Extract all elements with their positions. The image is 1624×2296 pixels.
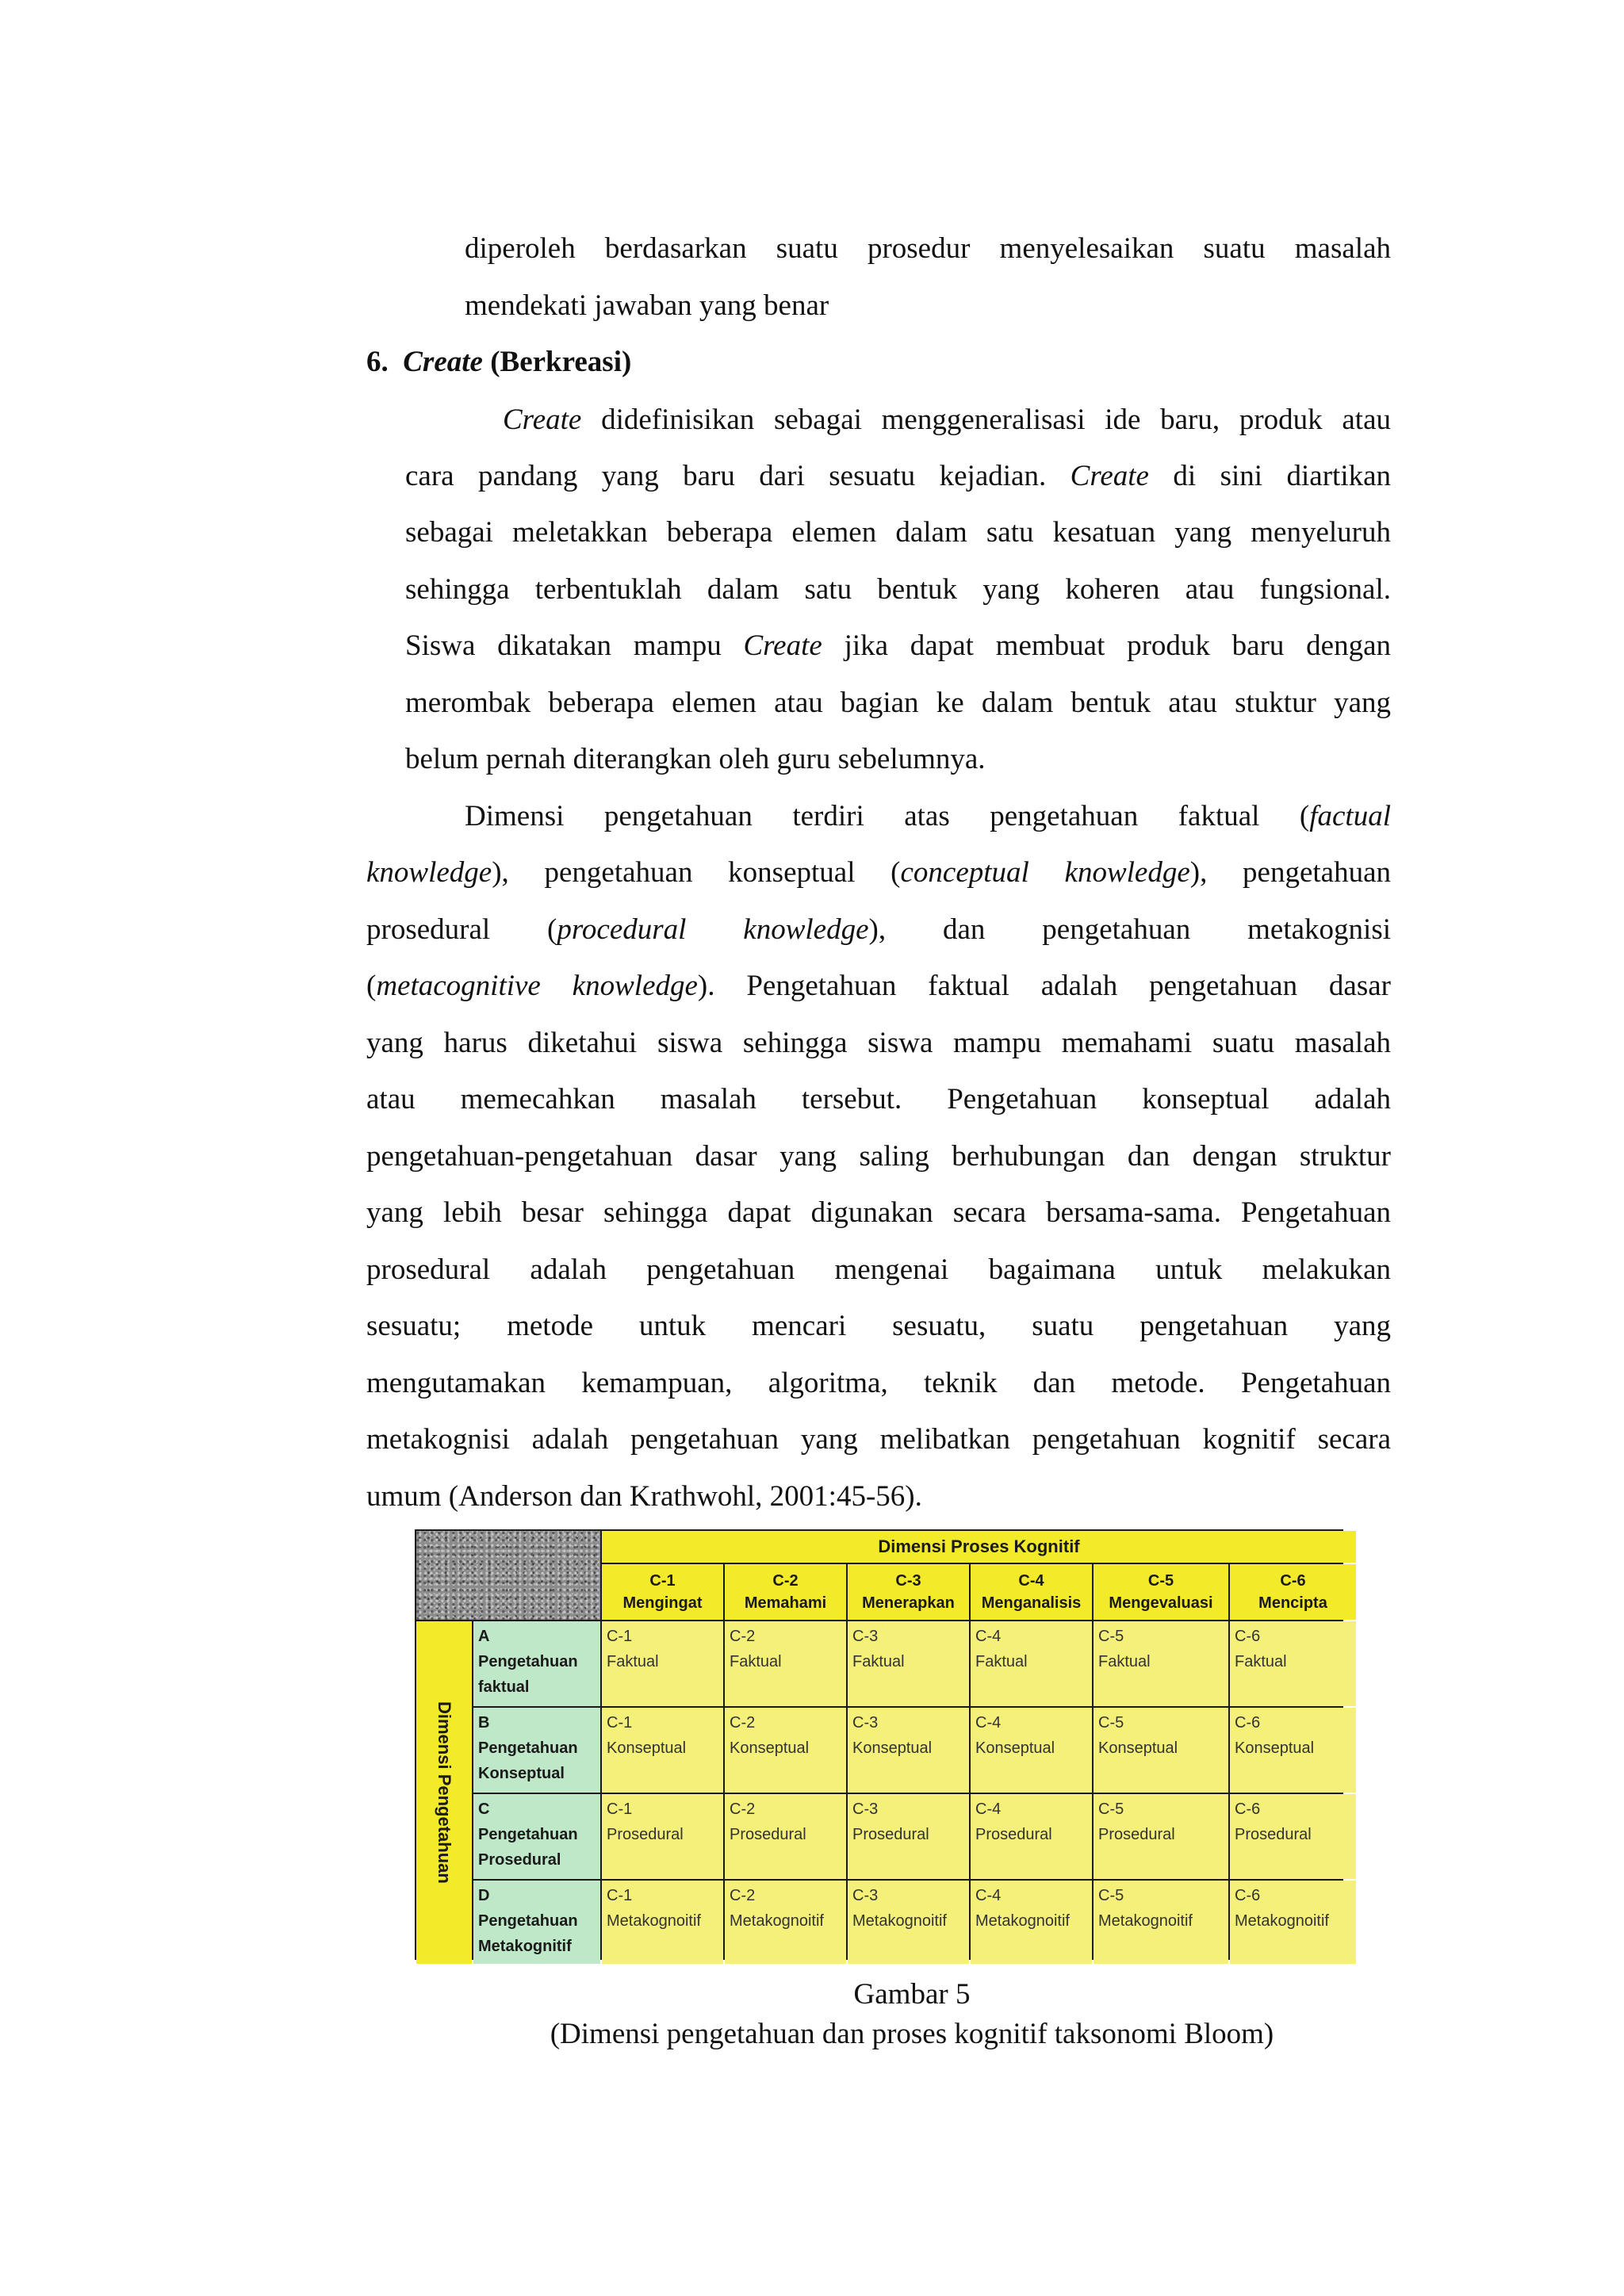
table-cell: C-5 Konseptual xyxy=(1094,1708,1228,1793)
table-cell: C-1 Konseptual xyxy=(602,1708,723,1793)
column-header-c3: C-3 Menerapkan xyxy=(848,1564,969,1620)
create-paragraph-line-3: sebagai meletakkan beberapa elemen dalam satu kesatuan yang menyeluruh xyxy=(405,516,1391,549)
knowledge-paragraph-line-10: sesuatu; metode untuk mencari sesuatu, suatu pengetahuan yang xyxy=(366,1310,1391,1342)
text-line-2: mendekati jawaban yang benar xyxy=(465,289,829,322)
process-dimension-header: Dimensi Proses Kognitif xyxy=(602,1531,1356,1563)
table-cell: C-4 Metakognoitif xyxy=(971,1881,1092,1964)
column-header-c5: C-5 Mengevaluasi xyxy=(1094,1564,1228,1620)
knowledge-paragraph-line-9: prosedural adalah pengetahuan mengenai bagaimana untuk melakukan xyxy=(366,1253,1391,1286)
knowledge-paragraph-line-12: metakognisi adalah pengetahuan yang melibatkan pengetahuan kognitif secara xyxy=(366,1423,1391,1456)
knowledge-dimension-side-label: Dimensi Pengetahuan xyxy=(416,1621,472,1964)
figure-corner-texture xyxy=(416,1531,600,1620)
knowledge-paragraph-line-11: mengutamakan kemampuan, algoritma, teknik dan metode. Pengetahuan xyxy=(366,1367,1391,1399)
table-cell: C-3 Prosedural xyxy=(848,1794,969,1879)
column-header-c1: C-1 Mengingat xyxy=(602,1564,723,1620)
table-cell: C-4 Konseptual xyxy=(971,1708,1092,1793)
create-paragraph-line-4: sehingga terbentuklah dalam satu bentuk yang koheren atau fungsional. xyxy=(405,573,1391,606)
row-header-b: B Pengetahuan Konseptual xyxy=(473,1708,600,1793)
table-cell: C-3 Konseptual xyxy=(848,1708,969,1793)
table-cell: C-3 Faktual xyxy=(848,1621,969,1706)
table-cell: C-2 Konseptual xyxy=(725,1708,846,1793)
table-cell: C-6 Konseptual xyxy=(1230,1708,1356,1793)
table-cell: C-5 Prosedural xyxy=(1094,1794,1228,1879)
section-heading-create: 6. Create (Berkreasi) xyxy=(366,346,632,378)
table-cell: C-1 Prosedural xyxy=(602,1794,723,1879)
row-header-c: C Pengetahuan Prosedural xyxy=(473,1794,600,1879)
knowledge-paragraph-line-5: yang harus diketahui siswa sehingga siswa mampu memahami suatu masalah xyxy=(366,1027,1391,1059)
table-cell: C-5 Metakognoitif xyxy=(1094,1881,1228,1964)
knowledge-paragraph-line-1: Dimensi pengetahuan terdiri atas pengetahuan faktual (factual xyxy=(465,800,1391,832)
table-cell: C-2 Faktual xyxy=(725,1621,846,1706)
create-paragraph-line-2: cara pandang yang baru dari sesuatu kejadian. Create di sini diartikan xyxy=(405,460,1392,492)
knowledge-paragraph-line-6: atau memecahkan masalah tersebut. Pengetahuan konseptual adalah xyxy=(366,1083,1391,1115)
knowledge-paragraph-line-13: umum (Anderson dan Krathwohl, 2001:45-56). xyxy=(366,1480,922,1513)
knowledge-paragraph-line-2: knowledge), pengetahuan konseptual (conceptual knowledge), pengetahuan xyxy=(366,856,1391,889)
create-paragraph-line-1: Create didefinisikan sebagai menggeneralisasi ide baru, produk atau xyxy=(503,404,1391,436)
row-header-a: A Pengetahuan faktual xyxy=(473,1621,600,1706)
create-paragraph-line-6: merombak beberapa elemen atau bagian ke dalam bentuk atau stuktur yang xyxy=(405,687,1391,719)
table-cell: C-6 Faktual xyxy=(1230,1621,1356,1706)
column-header-c2: C-2 Memahami xyxy=(725,1564,846,1620)
figure-caption-title: Gambar 5 xyxy=(853,1978,971,2011)
column-header-c6: C-6 Mencipta xyxy=(1230,1564,1356,1620)
text-line-1: diperoleh berdasarkan suatu prosedur menyelesaikan suatu masalah xyxy=(465,232,1391,265)
create-paragraph-line-7: belum pernah diterangkan oleh guru sebelumnya. xyxy=(405,743,986,775)
create-paragraph-line-5: Siswa dikatakan mampu Create jika dapat membuat produk baru dengan xyxy=(405,629,1392,662)
knowledge-paragraph-line-3: prosedural (procedural knowledge), dan pengetahuan metakognisi xyxy=(366,913,1391,946)
table-cell: C-4 Prosedural xyxy=(971,1794,1092,1879)
figure-caption-subtitle: (Dimensi pengetahuan dan proses kognitif taksonomi Bloom) xyxy=(550,2018,1274,2050)
table-cell: C-1 Faktual xyxy=(602,1621,723,1706)
knowledge-paragraph-line-7: pengetahuan-pengetahuan dasar yang saling berhubungan dan dengan struktur xyxy=(366,1140,1391,1173)
table-cell: C-2 Metakognoitif xyxy=(725,1881,846,1964)
table-cell: C-3 Metakognoitif xyxy=(848,1881,969,1964)
bloom-taxonomy-figure xyxy=(415,1529,1343,1960)
table-cell: C-6 Metakognoitif xyxy=(1230,1881,1356,1964)
row-header-d: D Pengetahuan Metakognitif xyxy=(473,1881,600,1964)
column-header-c4: C-4 Menganalisis xyxy=(971,1564,1092,1620)
table-cell: C-4 Faktual xyxy=(971,1621,1092,1706)
knowledge-paragraph-line-4: (metacognitive knowledge). Pengetahuan faktual adalah pengetahuan dasar xyxy=(366,970,1391,1002)
table-cell: C-1 Metakognoitif xyxy=(602,1881,723,1964)
table-cell: C-5 Faktual xyxy=(1094,1621,1228,1706)
table-cell: C-2 Prosedural xyxy=(725,1794,846,1879)
table-cell: C-6 Prosedural xyxy=(1230,1794,1356,1879)
knowledge-paragraph-line-8: yang lebih besar sehingga dapat digunakan secara bersama-sama. Pengetahuan xyxy=(366,1196,1391,1229)
